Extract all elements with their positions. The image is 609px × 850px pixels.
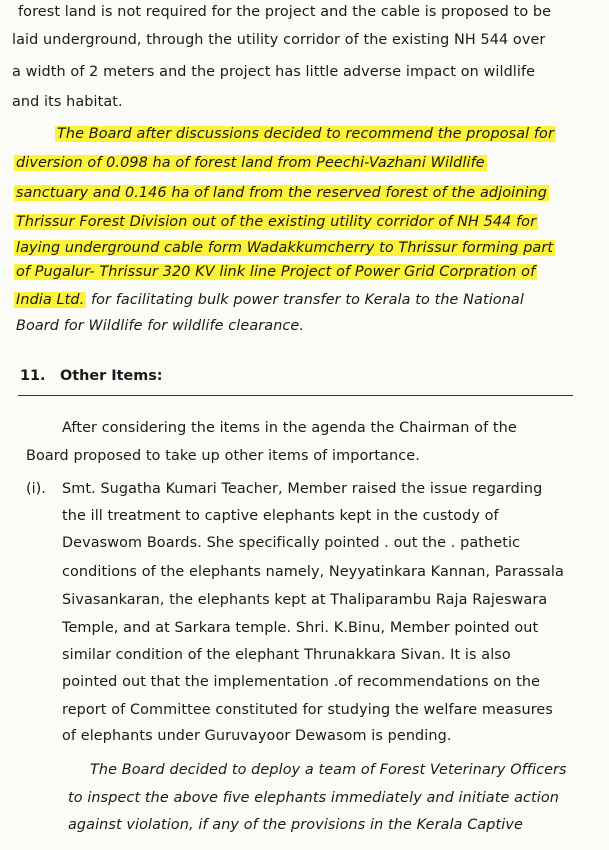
list-item-line: Temple, and at Sarkara temple. Shri. K.Binu, Member pointed out <box>62 620 539 636</box>
list-item-line: report of Committee constituted for studying the welfare measures <box>62 702 553 718</box>
section-divider <box>18 395 573 396</box>
list-item-line: the ill treatment to captive elephants kept in the custody of <box>62 508 499 524</box>
list-item-line: Smt. Sugatha Kumari Teacher, Member raised the issue regarding <box>62 481 543 497</box>
list-item-line: Sivasankaran, the elephants kept at Thaliparambu Raja Rajeswara <box>62 592 548 608</box>
text-line: and its habitat. <box>12 94 123 110</box>
list-item-line: of elephants under Guruvayoor Dewasom is pending. <box>62 728 452 744</box>
section-title: Other Items: <box>60 368 163 384</box>
highlighted-line: The Board after discussions decided to recommend the proposal for <box>57 126 554 142</box>
list-item-line: Devaswom Boards. She specifically pointed . out the . pathetic <box>62 535 521 551</box>
section-number: 11. <box>20 368 46 384</box>
list-item-line: conditions of the elephants namely, Neyyatinkara Kannan, Parassala <box>62 564 564 580</box>
highlighted-line: sanctuary and 0.146 ha of land from the reserved forest of the adjoining <box>16 185 547 201</box>
section-heading <box>20 368 163 384</box>
text-line: to inspect the above five elephants immediately and initiate action <box>68 790 559 806</box>
text-line: The Board decided to deploy a team of Forest Veterinary Officers <box>90 762 567 778</box>
highlighted-line: India Ltd. for facilitating bulk power transfer to Kerala to the National <box>16 292 524 308</box>
highlighted-line: diversion of 0.098 ha of forest land from Peechi-Vazhani Wildlife <box>16 155 485 171</box>
text-line: a width of 2 meters and the project has little adverse impact on wildlife <box>12 64 536 80</box>
highlighted-line: laying underground cable form Wadakkumcherry to Thrissur forming part <box>16 240 554 256</box>
text-line: After considering the items in the agenda the Chairman of the <box>62 420 517 436</box>
text-line: Board for Wildlife for wildlife clearance. <box>16 318 305 334</box>
text-line: Board proposed to take up other items of importance. <box>26 448 420 464</box>
text-line: forest land is not required for the project and the cable is proposed to be <box>18 4 552 20</box>
list-item-line: similar condition of the elephant Thrunakkara Sivan. It is also <box>62 647 511 663</box>
text-line: against violation, if any of the provisions in the Kerala Captive <box>68 817 523 833</box>
text-line: laid underground, through the utility corridor of the existing NH 544 over <box>12 32 546 48</box>
highlighted-line: Thrissur Forest Division out of the existing utility corridor of NH 544 for <box>16 214 537 230</box>
list-item-line: pointed out that the implementation .of recommendations on the <box>62 674 541 690</box>
list-item-label: (i). <box>26 481 46 497</box>
highlighted-line: of Pugalur- Thrissur 320 KV link line Project of Power Grid Corpration of <box>16 264 536 280</box>
